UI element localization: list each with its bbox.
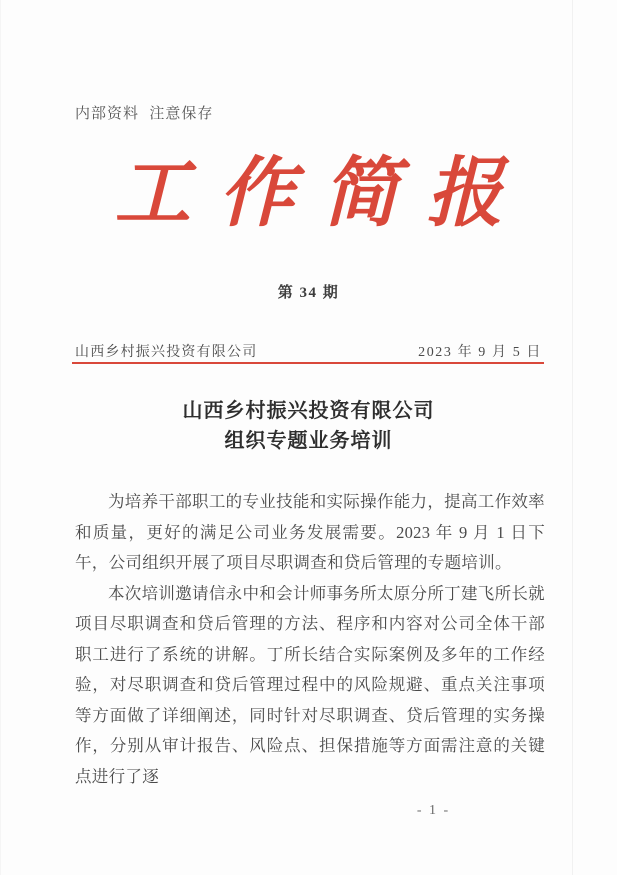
page-number: - 1 - — [416, 803, 451, 818]
issue-date: 2023 年 9 月 5 日 — [418, 345, 542, 360]
document-title-line-1: 山西乡村振兴投资有限公司 — [182, 400, 435, 422]
classification-notice: 内部资料 注意保存 — [75, 105, 214, 122]
document-title — [0, 396, 617, 456]
red-divider-rule — [72, 362, 544, 364]
masthead-title: 工作简报 — [114, 152, 531, 236]
issue-number: 第 34 期 — [277, 285, 340, 301]
body-paragraph-2: 本次培训邀请信永中和会计师事务所太原分所丁建飞所长就项目尽职调查和贷后管理的方法、程序和内容对公司全体干部职工进行了系统的讲解。丁所长结合实际案例及多年的工作经验，对尽职调查和贷后管理过程中的风险规避、重点关注事项等方面做了详细阐述，同时针对尽职调查、贷后管理的实务操作，分别从审计报告、风险点、担保措施等方面需注意的关键点进行了逐 — [75, 583, 545, 786]
issuing-organization: 山西乡村振兴投资有限公司 — [75, 345, 258, 360]
body-paragraph-1: 为培养干部职工的专业技能和实际操作能力，提高工作效率和质量，更好的满足公司业务发展需要。2023 年 9 月 1 日下午，公司组织开展了项目尽职调查和贷后管理的专题培训。 — [75, 492, 545, 572]
document-title-line-2: 组织专题业务培训 — [224, 430, 393, 452]
document-body — [75, 487, 545, 792]
document-meta-row — [75, 341, 542, 361]
